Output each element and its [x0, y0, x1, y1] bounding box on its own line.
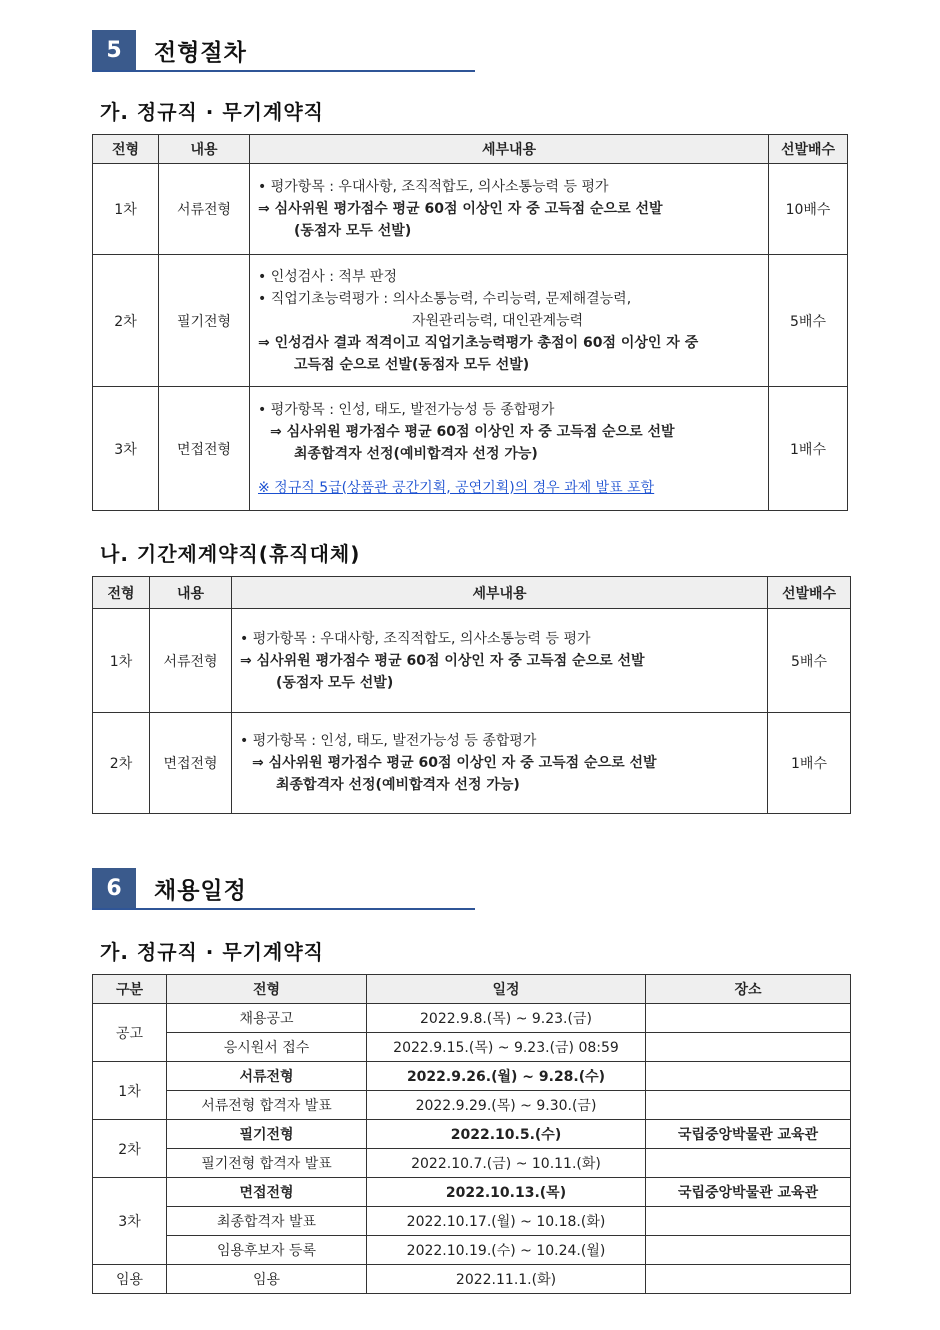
stage-cell: 1차 — [93, 609, 150, 713]
place-cell — [646, 1207, 851, 1236]
arrow-text: ⇒ 인성검사 결과 적격이고 직업기초능력평가 총점이 60점 이상인 자 중 — [258, 334, 699, 351]
ratio-cell: 10배수 — [769, 164, 848, 255]
section-title: 전형절차 — [154, 40, 247, 66]
ratio-cell: 5배수 — [769, 255, 848, 387]
header-stage: 전형 — [167, 975, 367, 1004]
header-ratio: 선발배수 — [768, 577, 851, 609]
type-cell: 필기전형 — [159, 255, 250, 387]
ratio-cell: 1배수 — [768, 713, 851, 814]
place-cell: 국립중앙박물관 교육관 — [646, 1178, 851, 1207]
details-cell — [232, 713, 768, 814]
table-row — [93, 609, 851, 713]
arrow-continuation: 고득점 순으로 선발(동점자 모두 선발) — [294, 356, 530, 373]
stage-cell: 3차 — [93, 387, 159, 511]
item-cell: 응시원서 접수 — [167, 1033, 367, 1062]
date-cell: 2022.10.5.(수) — [367, 1120, 646, 1149]
place-cell — [646, 1033, 851, 1062]
item-cell: 서류전형 — [167, 1062, 367, 1091]
header-stage: 전형 — [93, 135, 159, 164]
date-cell: 2022.10.13.(목) — [367, 1178, 646, 1207]
arrow-text: ⇒ 심사위원 평가점수 평균 60점 이상인 자 중 고득점 순으로 선발 — [258, 201, 663, 217]
item-cell: 채용공고 — [167, 1004, 367, 1033]
header-ratio: 선발배수 — [769, 135, 848, 164]
group-label: 2차 — [93, 1120, 167, 1178]
place-cell — [646, 1091, 851, 1120]
table-row — [93, 1120, 851, 1149]
table-row — [93, 1004, 851, 1033]
place-cell — [646, 1149, 851, 1178]
place-cell — [646, 1062, 851, 1091]
schedule-table — [92, 974, 851, 1294]
table-row — [93, 1062, 851, 1091]
section-number: 5 — [92, 30, 136, 70]
header-type: 내용 — [159, 135, 250, 164]
bullet-text: • 인성검사 : 적부 판정 — [258, 268, 397, 285]
date-cell: 2022.11.1.(화) — [367, 1265, 646, 1294]
date-cell: 2022.10.7.(금) ~ 10.11.(화) — [367, 1149, 646, 1178]
bullet-text: • 직업기초능력평가 : 의사소통능력, 수리능력, 문제해결능력, — [258, 290, 632, 307]
header-stage: 전형 — [93, 577, 150, 609]
date-cell: 2022.9.15.(목) ~ 9.23.(금) 08:59 — [367, 1033, 646, 1062]
subheading-temporary: 나. 기간제계약직(휴직대체) — [100, 542, 361, 566]
table-row — [93, 387, 848, 511]
table-row — [93, 1265, 851, 1294]
header-details: 세부내용 — [232, 577, 768, 609]
item-cell: 최종합격자 발표 — [167, 1207, 367, 1236]
table-row — [93, 1178, 851, 1207]
selection-table-temporary — [92, 576, 851, 814]
details-cell — [250, 387, 769, 511]
section-6-header — [92, 868, 475, 910]
arrow-continuation: (동점자 모두 선발) — [294, 223, 412, 239]
section-5-header — [92, 30, 475, 72]
ratio-cell: 1배수 — [769, 387, 848, 511]
date-cell: 2022.9.29.(목) ~ 9.30.(금) — [367, 1091, 646, 1120]
arrow-text: ⇒ 심사위원 평가점수 평균 60점 이상인 자 중 고득점 순으로 선발 — [270, 423, 675, 440]
section-title: 채용일정 — [154, 878, 247, 904]
arrow-text: ⇒ 심사위원 평가점수 평균 60점 이상인 자 중 고득점 순으로 선발 — [240, 652, 645, 669]
group-label: 1차 — [93, 1062, 167, 1120]
table-header-row — [93, 975, 851, 1004]
bullet-text: • 평가항목 : 인성, 태도, 발전가능성 등 종합평가 — [240, 733, 537, 749]
item-cell: 면접전형 — [167, 1178, 367, 1207]
place-cell: 국립중앙박물관 교육관 — [646, 1120, 851, 1149]
item-cell: 필기전형 — [167, 1120, 367, 1149]
item-cell: 임용 — [167, 1265, 367, 1294]
section-number: 6 — [92, 868, 136, 908]
arrow-text: ⇒ 심사위원 평가점수 평균 60점 이상인 자 중 고득점 순으로 선발 — [252, 755, 657, 771]
arrow-continuation: 최종합격자 선정(예비합격자 선정 가능) — [294, 445, 538, 462]
date-cell: 2022.9.8.(목) ~ 9.23.(금) — [367, 1004, 646, 1033]
header-category: 구분 — [93, 975, 167, 1004]
bullet-continuation: 자원관리능력, 대인관계능력 — [412, 312, 584, 329]
header-type: 내용 — [150, 577, 232, 609]
stage-cell: 1차 — [93, 164, 159, 255]
date-cell: 2022.10.19.(수) ~ 10.24.(월) — [367, 1236, 646, 1265]
header-date: 일정 — [367, 975, 646, 1004]
header-place: 장소 — [646, 975, 851, 1004]
date-cell: 2022.10.17.(월) ~ 10.18.(화) — [367, 1207, 646, 1236]
type-cell: 면접전형 — [159, 387, 250, 511]
table-row — [93, 164, 848, 255]
bullet-text: • 평가항목 : 우대사항, 조직적합도, 의사소통능력 등 평가 — [240, 630, 591, 647]
place-cell — [646, 1265, 851, 1294]
item-cell: 서류전형 합격자 발표 — [167, 1091, 367, 1120]
note-link[interactable]: ※ 정규직 5급(상품관 공간기획, 공연기획)의 경우 과제 발표 포함 — [258, 479, 655, 496]
table-row — [93, 713, 851, 814]
group-label: 임용 — [93, 1265, 167, 1294]
stage-cell: 2차 — [93, 713, 150, 814]
subheading-regular: 가. 정규직 · 무기계약직 — [100, 100, 324, 124]
item-cell: 임용후보자 등록 — [167, 1236, 367, 1265]
table-row — [93, 1149, 851, 1178]
header-details: 세부내용 — [250, 135, 769, 164]
table-row — [93, 1091, 851, 1120]
table-row — [93, 1033, 851, 1062]
ratio-cell: 5배수 — [768, 609, 851, 713]
date-cell: 2022.9.26.(월) ~ 9.28.(수) — [367, 1062, 646, 1091]
type-cell: 서류전형 — [150, 609, 232, 713]
bullet-text: • 평가항목 : 인성, 태도, 발전가능성 등 종합평가 — [258, 401, 555, 418]
bullet-text: • 평가항목 : 우대사항, 조직적합도, 의사소통능력 등 평가 — [258, 179, 609, 195]
type-cell: 서류전형 — [159, 164, 250, 255]
arrow-continuation: 최종합격자 선정(예비합격자 선정 가능) — [276, 777, 520, 793]
details-cell — [250, 164, 769, 255]
subheading-schedule: 가. 정규직 · 무기계약직 — [100, 940, 324, 964]
table-header-row — [93, 135, 848, 164]
group-label: 3차 — [93, 1178, 167, 1265]
place-cell — [646, 1236, 851, 1265]
details-cell — [232, 609, 768, 713]
arrow-continuation: (동점자 모두 선발) — [276, 674, 394, 691]
group-label: 공고 — [93, 1004, 167, 1062]
table-header-row — [93, 577, 851, 609]
table-row — [93, 1236, 851, 1265]
item-cell: 필기전형 합격자 발표 — [167, 1149, 367, 1178]
place-cell — [646, 1004, 851, 1033]
stage-cell: 2차 — [93, 255, 159, 387]
details-cell — [250, 255, 769, 387]
type-cell: 면접전형 — [150, 713, 232, 814]
table-row — [93, 1207, 851, 1236]
selection-table-regular — [92, 134, 848, 511]
table-row — [93, 255, 848, 387]
